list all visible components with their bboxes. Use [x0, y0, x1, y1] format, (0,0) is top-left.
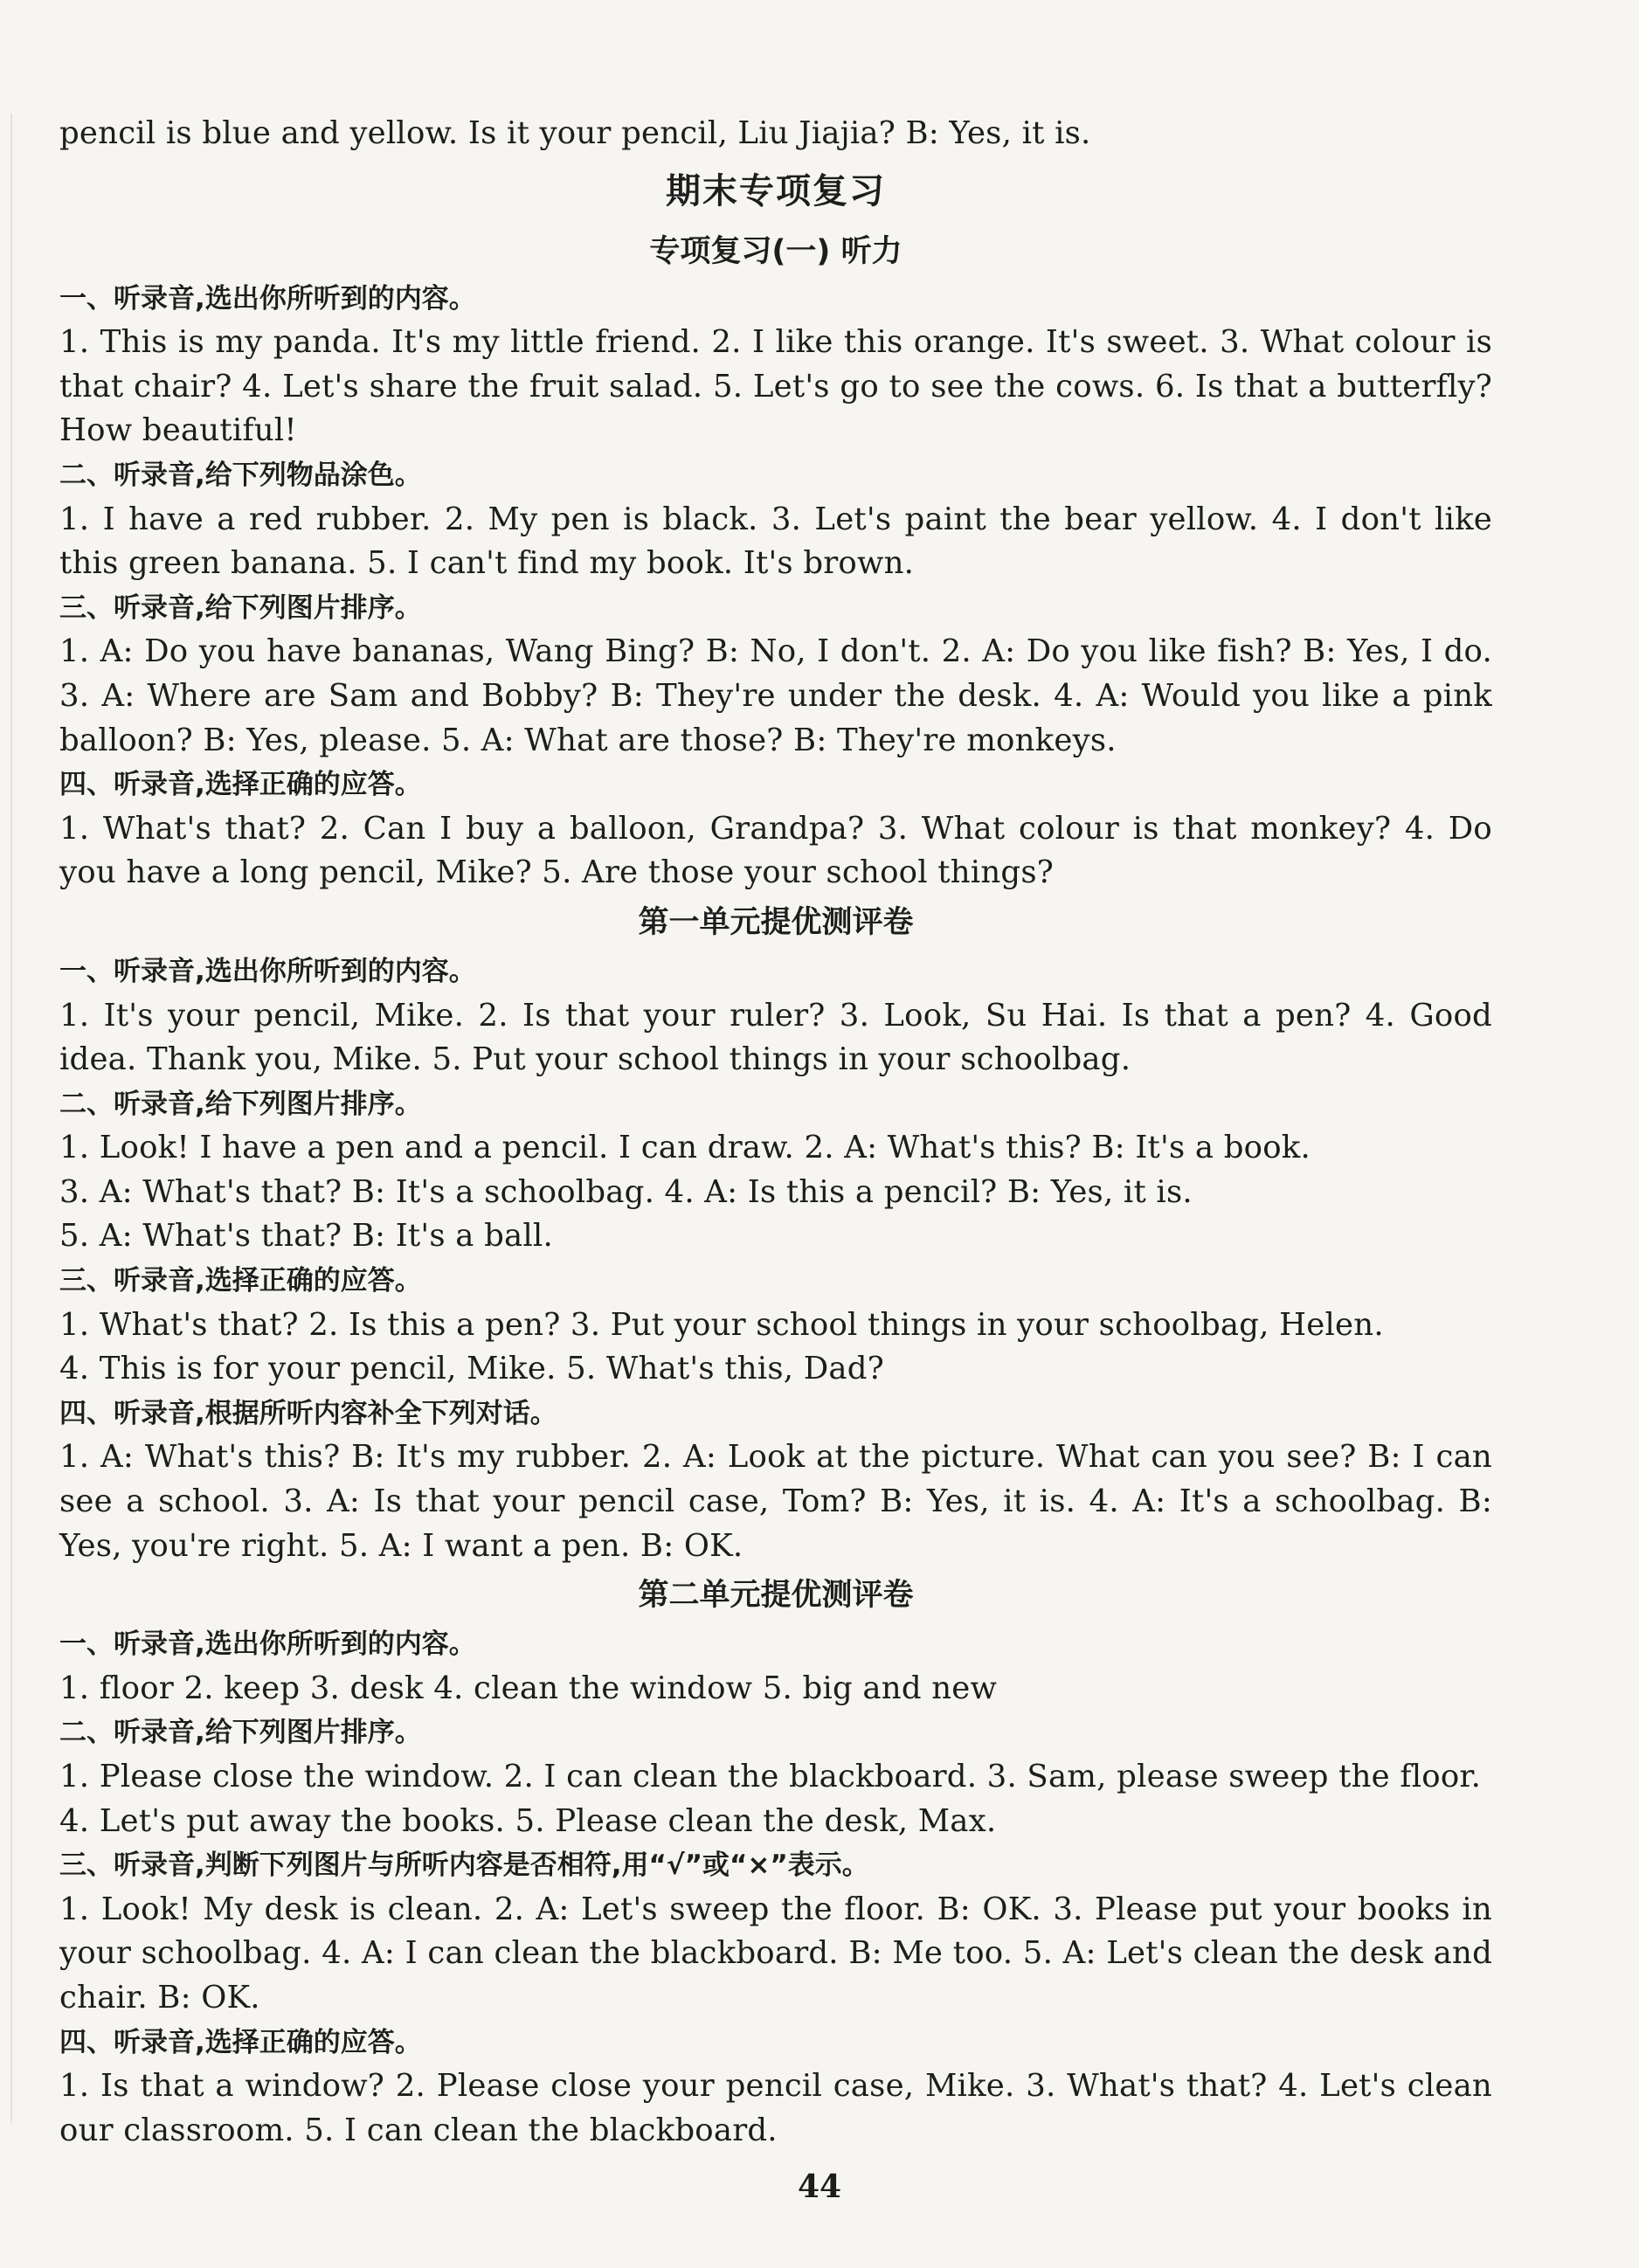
section-line: 5. A: What's that? B: It's a ball.: [59, 1218, 553, 1255]
section-title: 二、听录音,给下列图片排序。: [59, 1717, 422, 1749]
section-line: 1. Please close the window. 2. I can clean the blackboard. 3. Sam, please sweep the floor.: [59, 1759, 1482, 1794]
section-line: 3. A: What's that? B: It's a schoolbag. 4. A: Is this a pencil? B: Yes, it is.: [59, 1173, 1193, 1210]
section-text: 1. Look! My desk is clean. 2. A: Let's sweep the floor. B: OK. 3. Please put your books in your schoolbag. 4. A: I can clean the blackboard. B: Me too. 5. A: Let's clean the desk and chair. B: OK.: [59, 1891, 1492, 2016]
section-title: 二、听录音,给下列图片排序。: [59, 1088, 422, 1120]
page-number: 44: [797, 2168, 842, 2205]
section-text: 1. What's that? 2. Can I buy a balloon, Grandpa? 3. What colour is that monkey? 4. Do you have a long pencil, Mike? 5. Are those your school things?: [59, 810, 1492, 891]
section-title: 一、听录音,选出你所听到的内容。: [59, 955, 476, 987]
top-line: pencil is blue and yellow. Is it your pencil, Liu Jiajia? B: Yes, it is.: [59, 115, 1091, 151]
section-title: 一、听录音,选出你所听到的内容。: [59, 1628, 476, 1661]
unit2-title: 第二单元提优测评卷: [638, 1578, 914, 1614]
section-title: 一、听录音,选出你所听到的内容。: [59, 282, 476, 315]
section-title: 四、听录音,选择正确的应答。: [59, 2026, 422, 2058]
unit2-section: [59, 1568, 1492, 2153]
section-line: 1. Look! I have a pen and a pencil. I can draw. 2. A: What's this? B: It's a book.: [59, 1130, 1311, 1166]
section-text: 1. Is that a window? 2. Please close your pencil case, Mike. 3. What's that? 4. Let's clean our classroom. 5. I can clean the blackboard.: [59, 2068, 1492, 2148]
section-text: 1. A: What's this? B: It's my rubber. 2. A: Look at the picture. What can you see? B: I can see a school. 3. A: Is that your pencil case, Tom? B: Yes, it is. 4. A: It's a schoolbag. B: Yes, you're right. 5. A: I want a pen. B: OK.: [59, 1439, 1492, 1564]
review-section: [59, 277, 1492, 895]
section-line: 4. Let's put away the books. 5. Please clean the desk, Max.: [59, 1802, 997, 1839]
section-text: 1. It's your pencil, Mike. 2. Is that your ruler? 3. Look, Su Hai. Is that a pen? 4. Good idea. Thank you, Mike. 5. Put your school things in your schoolbag.: [59, 997, 1492, 1078]
section-line: 4. This is for your pencil, Mike. 5. What's this, Dad?: [59, 1351, 884, 1387]
section-text: 1. floor 2. keep 3. desk 4. clean the window 5. big and new: [59, 1670, 998, 1706]
section-text: 1. I have a red rubber. 2. My pen is black. 3. Let's paint the bear yellow. 4. I don't like this green banana. 5. I can't find my book. It's brown.: [59, 501, 1492, 582]
section-title: 三、听录音,给下列图片排序。: [59, 591, 422, 624]
section-title: 三、听录音,判断下列图片与所听内容是否相符,用“√”或“×”表示。: [59, 1850, 869, 1882]
page-heading: 期末专项复习: [666, 170, 886, 211]
section-text: 1. A: Do you have bananas, Wang Bing? B: No, I don't. 2. A: Do you like fish? B: Yes, I do. 3. A: Where are Sam and Bobby? B: They're under the desk. 4. A: Would you like a pink balloon? B: Yes, please. 5. A: What are those? B: They're monkeys.: [59, 633, 1492, 758]
section-title: 四、听录音,根据所听内容补全下列对话。: [59, 1397, 557, 1429]
section-title: 三、听录音,选择正确的应答。: [59, 1265, 422, 1297]
section-title: 二、听录音,给下列物品涂色。: [59, 459, 422, 491]
unit1-section: [59, 895, 1492, 1568]
section-title: 四、听录音,选择正确的应答。: [59, 769, 422, 801]
page-edge-line: [10, 114, 12, 2123]
section-text: 1. This is my panda. It's my little friend. 2. I like this orange. It's sweet. 3. What colour is that chair? 4. Let's share the fruit salad. 5. Let's go to see the cows. 6. Is that a butterfly? How beautiful!: [59, 324, 1492, 449]
page-subheading: 专项复习(一) 听力: [649, 233, 902, 269]
section-line: 1. What's that? 2. Is this a pen? 3. Put your school things in your schoolbag, Helen.: [59, 1306, 1384, 1343]
unit1-title: 第一单元提优测评卷: [638, 904, 914, 940]
answer-page: [59, 112, 1492, 2153]
